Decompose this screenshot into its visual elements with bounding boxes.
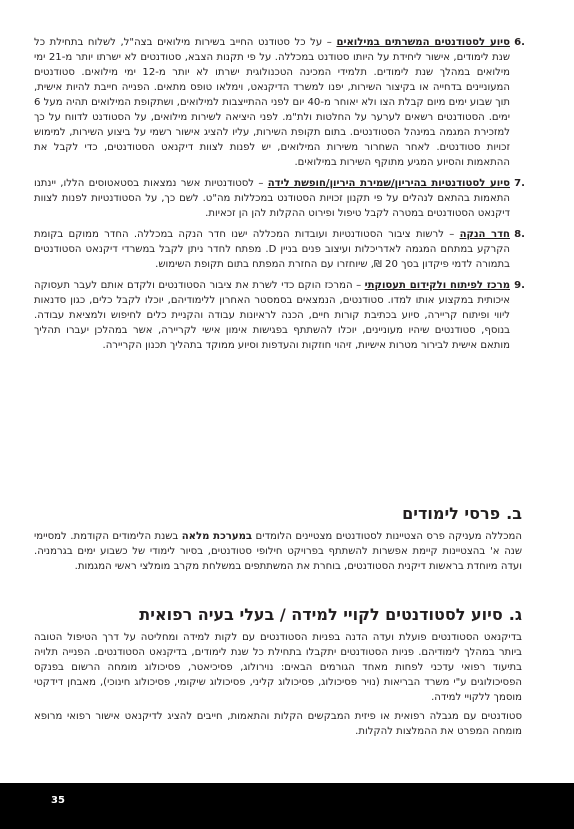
paragraph-bold: במערכת מלאה	[181, 531, 253, 542]
item-heading: חדר הנקה	[459, 229, 510, 240]
item-body: – לסטודנטיות אשר נמצאות בסטאטוסים הללו, יינתנו התאמות בהתאם לנהלים על פי תקנון זכויות הסטודנט במכללות מה"ט. לשם כך, על הסטודנטיות לפנות לצוות דיקנאט הסטודנטים במטרה לקבל טיפול ופירוט ההקלות להן הן זכאיות.	[34, 178, 510, 219]
numbered-items	[34, 35, 525, 359]
page-number: 35	[51, 795, 65, 806]
item-number: 7.	[514, 178, 525, 189]
item-reserve-duty	[34, 35, 525, 170]
item-career-center	[34, 278, 525, 353]
section-title-text: פרסי לימודים	[402, 504, 501, 523]
footer-bar	[0, 783, 574, 829]
item-body: – לרשות ציבור הסטודנטיות ועובדות המכללה ישנו חדר הנקה במכללה. החדר ממוקם בקומת הקרקע במתחם המגמה לאדריכלות ועיצוב פנים בניין D. מפתח לחדר ניתן לקבל במשרדי דיקנאט הסטודנטים בתמורה לדמי פיקדון בסך 20 ₪, שיוחזרו עם החזרת המפתח בתום תקופת השימוש.	[34, 229, 510, 270]
item-nursing-room	[34, 227, 525, 272]
item-heading: סיוע לסטודנטיות בהיריון/שמירת היריון/חופשת לידה	[267, 178, 510, 189]
section-title	[34, 604, 522, 626]
section-title	[34, 503, 522, 525]
paragraph-text: בשנת הלימודים הקודמת. למסיימי שנה א' בהצטיינות קיימת אפשרות להשתתף בפרויקט חילופי סטודנטים, בסיור לימודי של כשבוע ימים בגרמניה. ועדה מיוחדת בראשות דיקנית הסטודנטים, בוחרת את המשתתפים במשלחת מקרב מומלצי ראשי המגמות.	[34, 531, 522, 572]
section-paragraph: בדיקנאט הסטודנטים פועלת ועדה הדנה בפניות הסטודנטים עם לקות למידה ומחליטה על דרך הטיפול הטובה ביותר במהלך לימודיהם. פניות הסטודנטים יתקבלו בתחילת כל שנת לימודים, בדיקנאט הסטודנטים. הפנייה תלויה בתיעוד רפואי עדכני לפחות מאחד הגורמים הבאים: נוירולוג, פסיכיאטר, פסיכולוג מומחה הרשום בפנקס הפסיכולוגים ע"י משרד הבריאות (נויר פסיכולוג, פסיכולוג קליני, פסיכולוג שיקומי, פסיכולוג חינוכי), מאבחן דידקטי מוסמך ללקויי למידה.	[34, 632, 522, 703]
paragraph-text: המכללה מעניקה פרס הצטיינות לסטודנטים מצטיינים הלומדים	[252, 531, 522, 542]
item-pregnancy	[34, 176, 525, 221]
section-paragraph: סטודנטים עם מגבלה רפואית או פיזית המבקשים הקלות והתאמות, חייבים להציג לדיקנאט אישור רפואי מרופא מומחה המפרט את ההמלצות להקלות.	[34, 711, 522, 737]
item-heading: מרכז לפיתוח ולקידום תעסוקתי	[364, 280, 510, 291]
item-number: 6.	[514, 37, 525, 48]
section-title-text: סיוע לסטודנטים לקויי למידה / בעלי בעיה רפואית	[139, 605, 503, 624]
item-body: – על כל סטודנט החייב בשירות מילואים בצה"ל, לשלוח בתחילת כל שנת לימודים, אישור ליחידת על היותו סטודנט במכללה. על פי תקנות הצבא, סטודנטים לא ישרתו יותר מ-21 ימי מילואים במהלך שנת לימודים. תלמידי המכינה הטכנולוגית ישרתו לא יותר מ-12 ימי מילואים. סטודנטים המעוניינים בדחייה או בקיצור השירות, יפנו למשרד הדיקנאט, וימלאו טופס מתאים. הפנייה חייבת להיות אישית, תוך שבוע ימים מיום קבלת הצו ולא יאוחר מ-40 יום לפני ההתייצבות למילואים, ושתקופת המילואים תהיה מעל 6 ימים. הסטודנטים רשאים לערער על החלטות ולת"מ. לפני היציאה לשירות מילואים, על הסטודנט לדווח על כך למזכירת המגמה במינהל הסטודנטים. בתום תקופת השירות, עליו להציג אישור רשמי על ביצוע השירות, למימוש זכויות סטודנטים. לאחר השחרור משירות המילואים, יש לפנות לצוות דיקנאט הסטודנטים, כדי לקבל את ההתאמות והסיוע המגיע מתוקף השירות במילואים.	[34, 37, 511, 168]
section-learning-disabilities	[34, 604, 522, 743]
item-body: – המרכז הוקם כדי לשרת את ציבור הסטודנטים ולקדם אותם לעבר תעסוקה איכותית במקצוע אותו למדו. סטודנטים, הנמצאים בסמסטר האחרון ללימודיהם, יוכלו לקבל כלים, כגון סדנאות ליווי ופיתוח קריירה, סיוע בכתיבת קורות חיים, הכנה לראיונות עבודה והקניית כלים לחיפוש ולמציאת עבודה. בנוסף, סטודנטים שיהיו מעוניינים, יוכלו להשתתף בפגישות אימון אישי לקריירה, אשר במהלכן יעברו תהליך מותאם אישית לבירור מטרות אישיות, זיהוי חוזקות והעדפות וסיוע ממוקד בתהליך תכנון הקריירה.	[34, 280, 510, 351]
item-heading: סיוע לסטודנטים המשרתים במילואים	[336, 37, 510, 48]
item-number: 9.	[514, 280, 525, 291]
item-number: 8.	[514, 229, 525, 240]
section-letter: ג.	[508, 605, 522, 624]
section-paragraph	[34, 529, 522, 574]
section-letter: ב.	[506, 504, 522, 523]
section-study-awards	[34, 503, 522, 578]
